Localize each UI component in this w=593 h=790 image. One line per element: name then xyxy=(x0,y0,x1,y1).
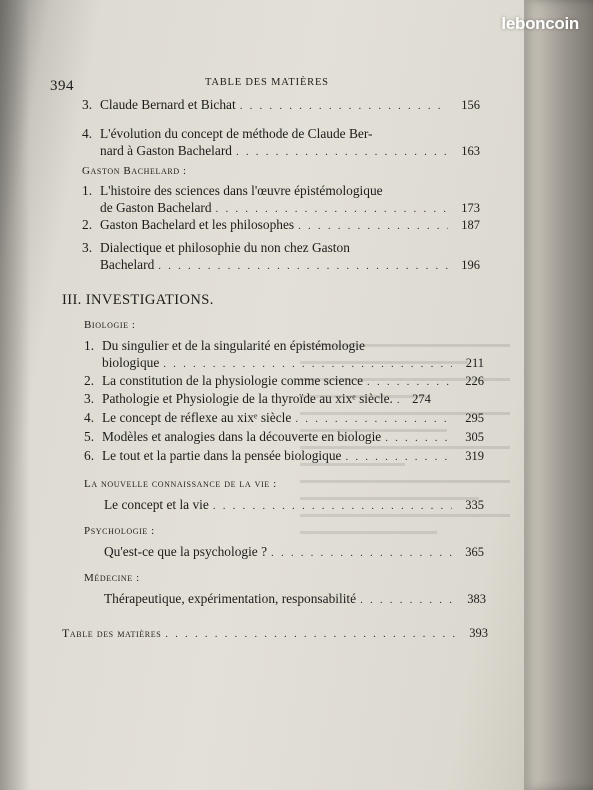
toc-entry: 1. L'histoire des sciences dans l'œuvre épistémologique de Gaston Bachelard . . . 173 xyxy=(82,182,480,218)
subsection-heading: La nouvelle connaissance de la vie : xyxy=(84,478,277,490)
toc-entry-final: Table des matières . . . 393 xyxy=(62,625,488,643)
subsection-heading: Médecine : xyxy=(84,572,140,584)
toc-entry: 1. Du singulier et de la singularité en épistémologie biologique . . . 211 xyxy=(84,337,484,373)
toc-entry: 6. Le tout et la partie dans la pensée biologique . . . 319 xyxy=(84,447,484,466)
book-spine xyxy=(524,0,593,790)
page-shadow xyxy=(0,0,30,790)
subsection-heading: Psychologie : xyxy=(84,525,155,537)
toc-entry: 3. Dialectique et philosophie du non chez Gaston Bachelard . . . 196 xyxy=(82,239,480,275)
running-head: TABLE DES MATIÈRES xyxy=(205,77,329,88)
toc-entry: 5. Modèles et analogies dans la découverte en biologie . . . 305 xyxy=(84,428,484,447)
toc-entry: Qu'est-ce que la psychologie ? . . . 365 xyxy=(104,543,484,562)
toc-entry: 3. Pathologie et Physiologie de la thyroïde au xixᵉ siècle. . . . 274 xyxy=(84,390,484,409)
subsection-heading: Biologie : xyxy=(84,319,136,331)
toc-entry: Thérapeutique, expérimentation, responsabilité . . . 383 xyxy=(104,590,486,609)
toc-entry: 3. Claude Bernard et Bichat . . . 156 xyxy=(82,96,480,115)
leboncoin-watermark: leboncoin xyxy=(501,14,579,33)
toc-entry: 2. Gaston Bachelard et les philosophes . . . 187 xyxy=(82,216,480,235)
toc-entry: 2. La constitution de la physiologie comme science . . . 226 xyxy=(84,372,484,391)
page-number: 394 xyxy=(50,78,74,94)
toc-entry: 4. L'évolution du concept de méthode de Claude Ber- nard à Gaston Bachelard . . . 163 xyxy=(82,125,480,161)
toc-entry: 4. Le concept de réflexe au xixᵉ siècle . . . 295 xyxy=(84,409,484,428)
toc-entry: Le concept et la vie . . . 335 xyxy=(104,496,484,515)
section-title: III. INVESTIGATIONS. xyxy=(62,292,214,308)
subsection-heading: Gaston Bachelard : xyxy=(82,165,187,177)
